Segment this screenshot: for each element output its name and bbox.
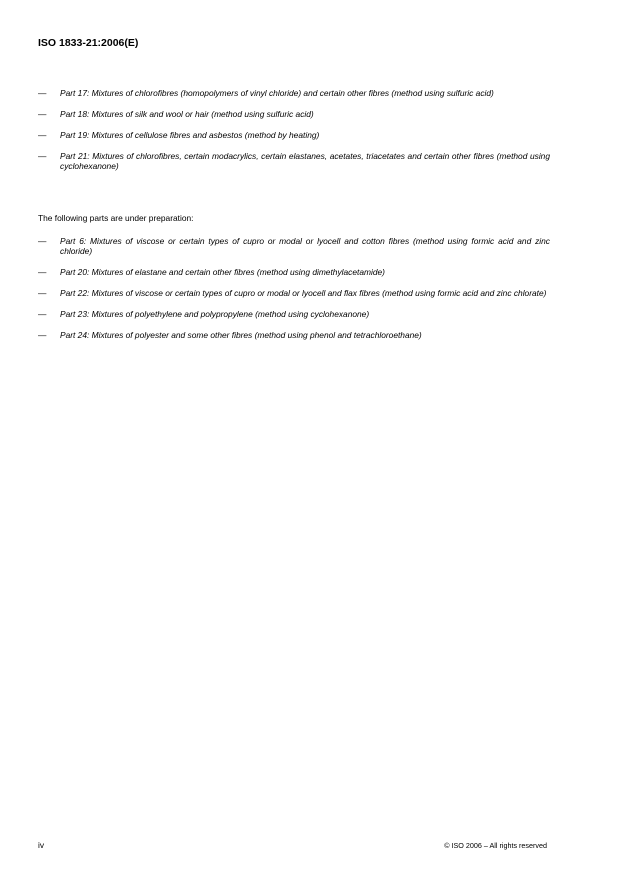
list-item-text: Part 19: Mixtures of cellulose fibres and asbestos (method by heating) xyxy=(60,129,320,140)
published-parts-list xyxy=(38,88,550,182)
document-id: ISO 1833-21:2006(E) xyxy=(38,37,139,49)
list-item-text: Part 6: Mixtures of viscose or certain types of cupro or modal or lyocell and cotton fibres (method using formic acid and zinc chloride) xyxy=(60,236,550,257)
list-item-text: Part 24: Mixtures of polyester and some other fibres (method using phenol and tetrachloroethane) xyxy=(60,330,422,341)
in-preparation-parts-list xyxy=(38,236,550,351)
dash-marker: — xyxy=(38,236,47,246)
list-item-text: Part 20: Mixtures of elastane and certain other fibres (method using dimethylacetamide) xyxy=(60,267,385,278)
page-number: iv xyxy=(38,840,45,850)
dash-marker: — xyxy=(38,330,47,341)
copyright-notice: © ISO 2006 – All rights reserved xyxy=(444,841,547,850)
list-item xyxy=(38,288,550,298)
list-item-text: Part 22: Mixtures of viscose or certain types of cupro or modal or lyocell and flax fibres (method using formic acid and zinc chlorate) xyxy=(60,288,547,299)
dash-marker: — xyxy=(38,129,47,140)
list-item xyxy=(38,109,550,119)
list-item xyxy=(38,236,550,257)
list-item xyxy=(38,330,550,340)
list-item-text: Part 21: Mixtures of chlorofibres, certain modacrylics, certain elastanes, acetates, triacetates and certain other fibres (method using cyclohexanone) xyxy=(60,150,550,172)
list-item xyxy=(38,267,550,277)
list-item-text: Part 23: Mixtures of polyethylene and polypropylene (method using cyclohexanone) xyxy=(60,309,370,320)
dash-marker: — xyxy=(38,88,47,98)
dash-marker: — xyxy=(38,267,47,278)
list-item-text: Part 18: Mixtures of silk and wool or hair (method using sulfuric acid) xyxy=(60,108,314,119)
list-item xyxy=(38,130,550,140)
intro-paragraph: The following parts are under preparation: xyxy=(38,213,194,223)
list-item xyxy=(38,151,550,172)
dash-marker: — xyxy=(38,108,47,119)
list-item xyxy=(38,88,550,98)
dash-marker: — xyxy=(38,288,47,299)
dash-marker: — xyxy=(38,150,47,161)
list-item-text: Part 17: Mixtures of chlorofibres (homopolymers of vinyl chloride) and certain other fibres (method using sulfuric acid) xyxy=(60,88,494,98)
list-item xyxy=(38,309,550,319)
dash-marker: — xyxy=(38,309,47,320)
